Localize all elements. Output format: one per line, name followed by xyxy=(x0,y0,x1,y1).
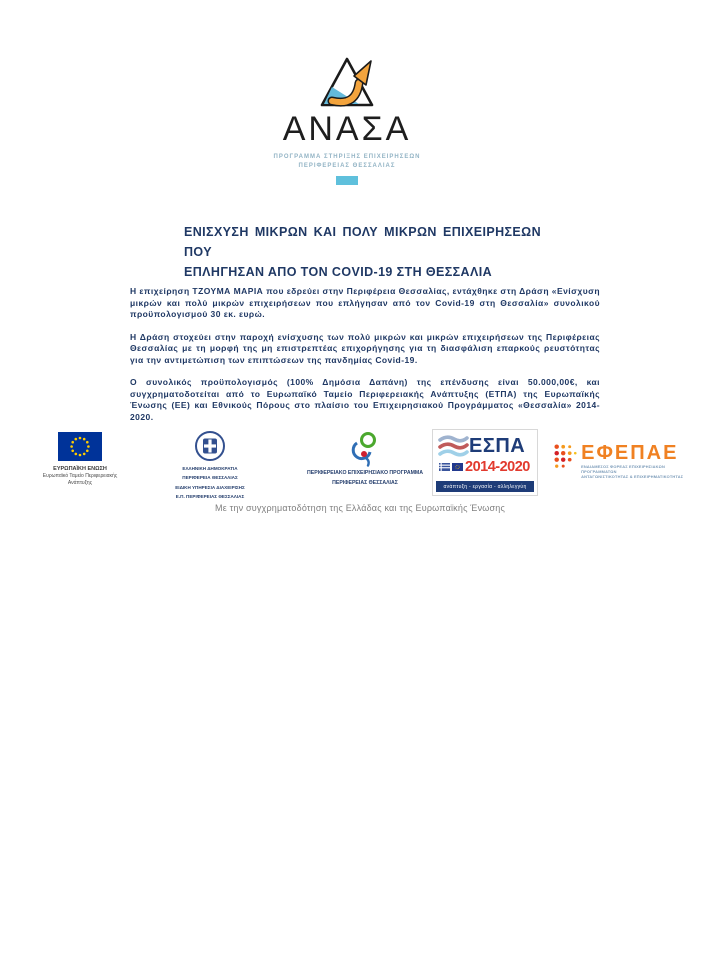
anasa-logo-block xyxy=(0,56,707,185)
hellenic-republic-emblem-icon xyxy=(193,430,227,463)
body-text xyxy=(130,286,600,434)
espa-tagline: ανάπτυξη - εργασία - αλληλεγγύη xyxy=(436,481,534,492)
anasa-wordmark: ΑΝΑΣΑ xyxy=(282,110,412,148)
page-title-line1: ΕΝΙΣΧΥΣΗ ΜΙΚΡΩΝ ΚΑΙ ΠΟΛΥ ΜΙΚΡΩΝ ΕΠΙΧΕΙΡΗΣΕΩΝ ΠΟΥ xyxy=(184,225,541,259)
espa-top-row xyxy=(433,430,537,458)
eu-logo-subline2: Ανάπτυξης xyxy=(67,479,93,486)
efepae-logo-block xyxy=(553,442,693,479)
pep-thessaly-logo-block xyxy=(300,430,430,487)
page-title xyxy=(184,222,541,282)
funding-logos-row xyxy=(0,428,720,500)
cofinancing-footer: Με την συγχρηματοδότηση της Ελλάδας και της Ευρωπαϊκής Ένωσης xyxy=(215,503,505,513)
page-title-line2: ΕΠΛΗΓΗΣΑΝ ΑΠΟ ΤΟΝ COVID-19 ΣΤΗ ΘΕΣΣΑΛΙΑ xyxy=(184,265,493,279)
espa-logo-block xyxy=(432,429,538,496)
hellenic-line4: Ε.Π. ΠΕΡΙΦΕΡΕΙΑΣ ΘΕΣΣΑΛΙΑΣ xyxy=(175,493,245,499)
hellenic-line2: ΠΕΡΙΦΕΡΕΙΑ ΘΕΣΣΑΛΙΑΣ xyxy=(182,475,238,481)
efepae-text-block xyxy=(581,442,693,479)
efepae-dots-icon xyxy=(553,442,577,469)
paragraph-action-goal: Η Δράση στοχεύει στην παροχή ενίσχυσης των πολύ μικρών και μικρών επιχειρήσεων της Περιφέρειας Θεσσαλίας με τη μορφή της μη επιστρεπτέας επιχορήγησης για τη διασφάλιση επαρκούς ρευστότητας για την αντιμετώπιση των επιπτώσεων της πανδημίας Covid-19. xyxy=(130,331,600,365)
pep-line1: ΠΕΡΙΦΕΡΕΙΑΚΟ ΕΠΙΧΕΙΡΗΣΙΑΚΟ ΠΡΟΓΡΑΜΜΑ xyxy=(307,470,423,476)
anasa-subtitle-line2: ΠΕΡΙΦΕΡΕΙΑΣ ΘΕΣΣΑΛΙΑΣ xyxy=(298,163,396,169)
eu-flag-icon xyxy=(58,432,102,461)
eu-logo-block xyxy=(28,432,132,486)
efepae-subline2: ΑΝΤΑΓΩΝΙΣΤΙΚΟΤΗΤΑΣ & ΕΠΙΧΕΙΡΗΜΑΤΙΚΟΤΗΤΑΣ xyxy=(581,474,684,479)
anasa-accent-rectangle xyxy=(336,176,358,185)
anasa-subtitle-line1: ΠΡΟΓΡΑΜΜΑ ΣΤΗΡΙΞΗΣ ΕΠΙΧΕΙΡΗΣΕΩΝ xyxy=(273,154,421,160)
hellenic-line3: ΕΙΔΙΚΗ ΥΠΗΡΕΣΙΑ ΔΙΑΧΕΙΡΙΣΗΣ xyxy=(175,484,245,490)
efepae-wordmark: ΕΦΕΠΑΕ xyxy=(581,442,679,464)
eu-logo-caption: ΕΥΡΩΠΑΪΚΗ ΕΝΩΣΗ xyxy=(53,466,107,472)
efepae-subline1: ΕΝΔΙΑΜΕΣΟΣ ΦΟΡΕΑΣ ΕΠΙΧΕΙΡΗΣΙΑΚΩΝ ΠΡΟΓΡΑΜΜΑΤΩΝ xyxy=(581,464,665,474)
espa-period: 2014-2020 xyxy=(465,459,530,475)
paragraph-budget: Ο συνολικός προϋπολογισμός (100% Δημόσια Δαπάνη) της επένδυσης είναι 50.000,00€, και συγχρηματοδοτείται από το Ευρωπαϊκό Ταμείο Περιφερειακής Ανάπτυξης (ΕΤΠΑ) της Ευρωπαϊκής Ένωσης (ΕΕ) και Εθνικούς Πόρους στο πλαίσιο του Επιχειρησιακού Προγράμματος «Θεσσαλία» 2014-2020. xyxy=(130,377,600,422)
espa-waves-icon xyxy=(437,434,469,458)
greek-flag-icon xyxy=(439,463,450,471)
pep-line2: ΠΕΡΙΦΕΡΕΙΑΣ ΘΕΣΣΑΛΙΑΣ xyxy=(332,480,398,486)
hellenic-line1: ΕΛΛΗΝΙΚΗ ΔΗΜΟΚΡΑΤΙΑ xyxy=(182,466,238,471)
eu-logo-subline1: Ευρωπαϊκό Ταμείο Περιφερειακής xyxy=(42,473,118,479)
paragraph-company: Η επιχείρηση ΤΖΟΥΜΑ ΜΑΡΙΑ που εδρεύει στην Περιφέρεια Θεσσαλίας, εντάχθηκε στη Δράση «Ενίσχυση μικρών και πολύ μικρών επιχειρήσεων που επλήγησαν από τον Covid-19 στη Θεσσαλία» συνολικού προϋπολογισμού 30 εκ. ευρώ. xyxy=(130,286,600,319)
hellenic-republic-logo-block xyxy=(163,430,257,500)
eu-flag-small-icon xyxy=(452,463,463,471)
espa-mid-row xyxy=(433,458,537,475)
anasa-subtitle xyxy=(274,153,421,171)
espa-wordmark: ΕΣΠΑ xyxy=(469,435,526,457)
anasa-triangle-arrow-icon xyxy=(319,56,375,108)
pep-thessaly-icon xyxy=(348,430,382,467)
